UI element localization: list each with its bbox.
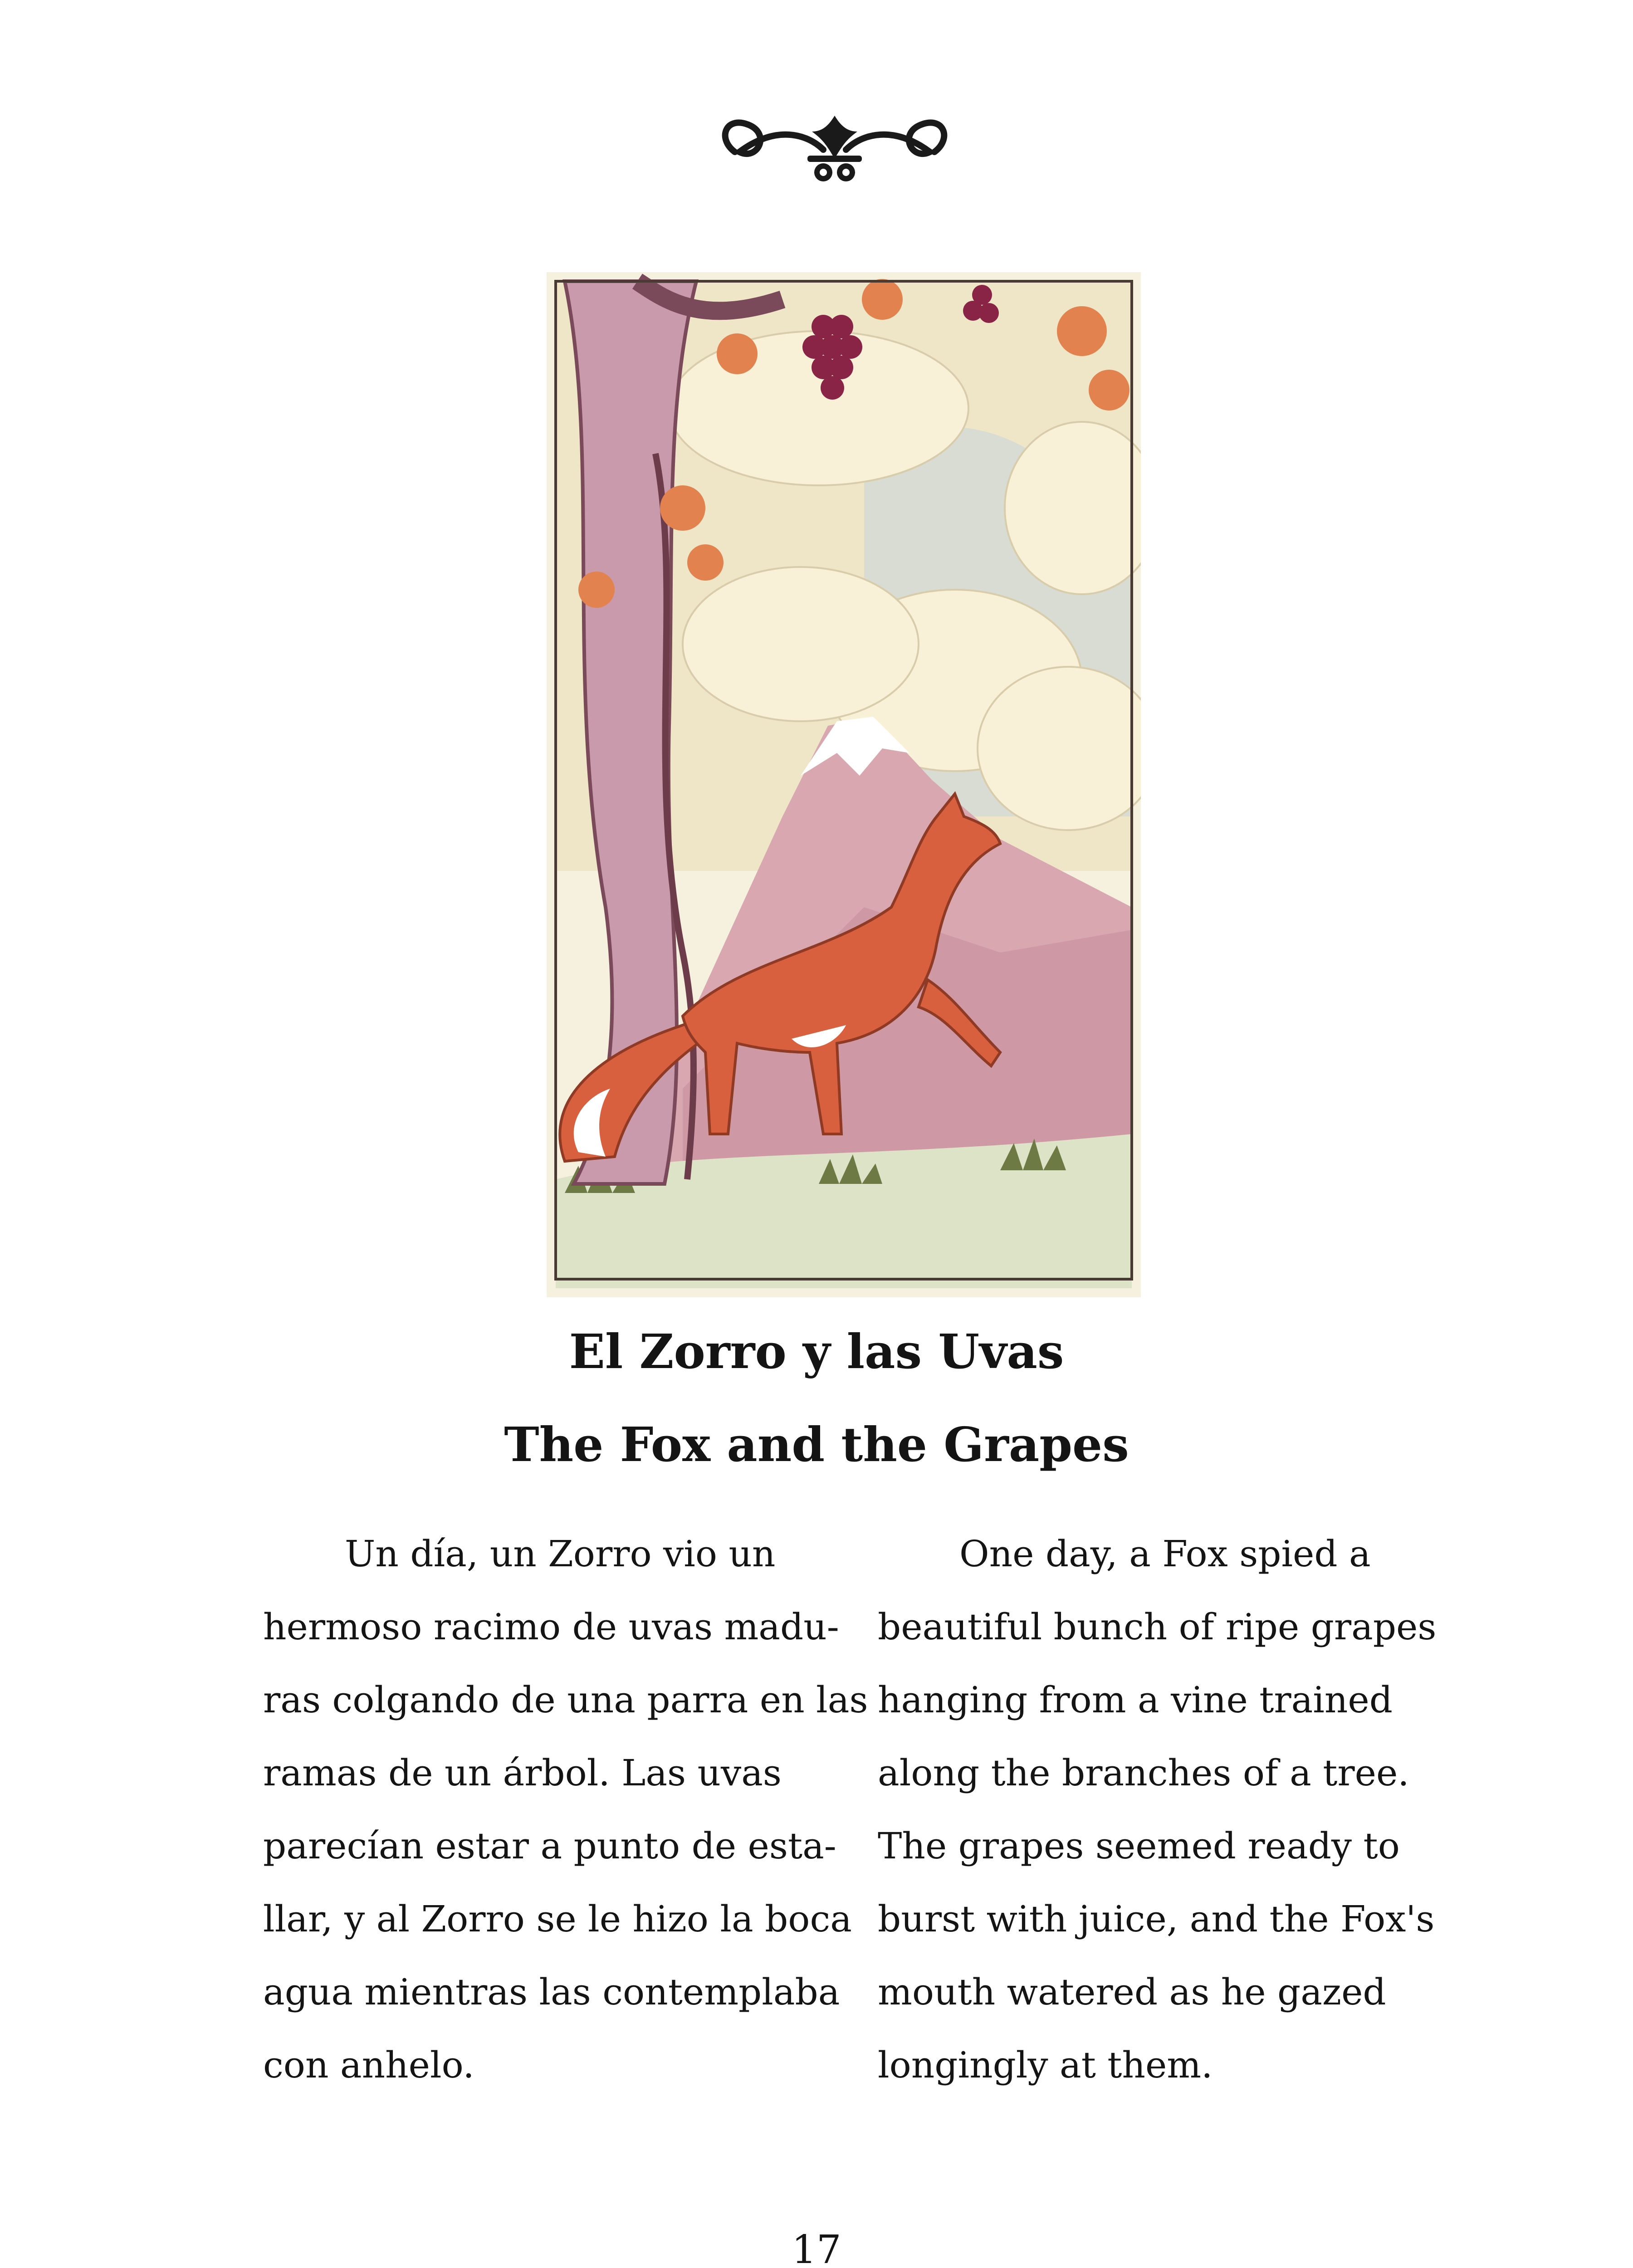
spanish-title: El Zorro y las Uvas xyxy=(569,1324,1064,1379)
english-title: The Fox and the Grapes xyxy=(504,1417,1129,1472)
english-paragraph xyxy=(878,1517,1467,2102)
spanish-line: agua mientras las contemplaba xyxy=(263,1971,840,2013)
english-line: hanging from a vine trained xyxy=(878,1679,1393,1721)
bottom-flourish-icon xyxy=(755,2263,923,2268)
spanish-line: con anhelo. xyxy=(263,2044,474,2086)
english-line: The grapes seemed ready to xyxy=(878,1825,1400,1867)
spanish-line: hermoso racimo de uvas madu- xyxy=(263,1606,839,1648)
top-flourish-icon xyxy=(708,107,962,188)
page-number: 17 xyxy=(792,2227,841,2268)
spanish-paragraph xyxy=(263,1517,868,2102)
spanish-line: parecían estar a punto de esta- xyxy=(263,1825,836,1867)
spanish-line: llar, y al Zorro se le hizo la boca xyxy=(263,1898,852,1940)
english-line: One day, a Fox spied a xyxy=(959,1533,1371,1575)
spanish-line: ramas de un árbol. Las uvas xyxy=(263,1752,782,1794)
english-line: longingly at them. xyxy=(878,2044,1213,2086)
english-line: along the branches of a tree. xyxy=(878,1752,1409,1794)
english-line: mouth watered as he gazed xyxy=(878,1971,1386,2013)
english-line: burst with juice, and the Fox's xyxy=(878,1898,1435,1940)
english-line: beautiful bunch of ripe grapes xyxy=(878,1606,1437,1648)
spanish-line: ras colgando de una parra en las xyxy=(263,1679,868,1721)
fox-and-grapes-illustration xyxy=(547,272,1141,1297)
spanish-line: Un día, un Zorro vio un xyxy=(345,1533,776,1575)
